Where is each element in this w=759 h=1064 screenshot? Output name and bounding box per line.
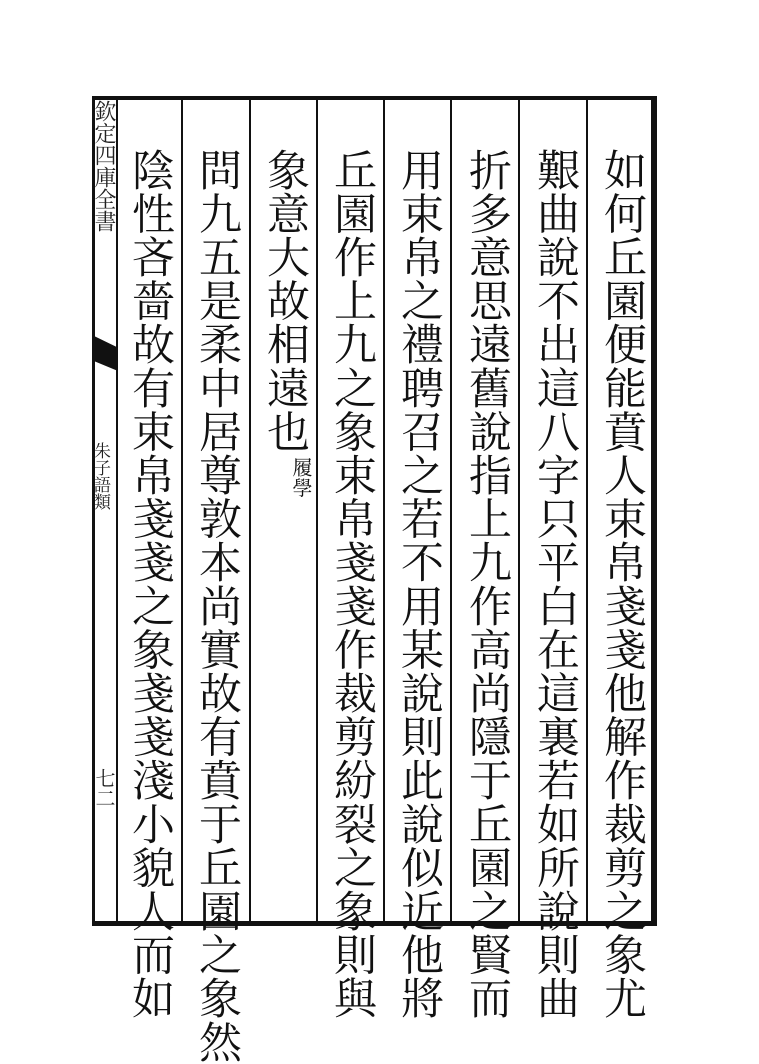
text-column-8: 陰性吝嗇故有束帛戔戔之象戔戔淺小貌人而如 [125, 148, 175, 1020]
page-number: 七二 [92, 768, 116, 808]
book-title: 朱子語類 [90, 442, 110, 510]
text-column-7: 問九五是柔中居尊敦本尚實故有賁于丘園之象然 [192, 148, 242, 1064]
column-rule [383, 100, 385, 922]
column-rule [518, 100, 520, 922]
attribution-note: 履學 [289, 457, 313, 499]
text-column-6-main: 象意大故相遠也 [260, 148, 310, 454]
text-column-6 [257, 148, 313, 498]
margin-header: 欽定四庫全書 [91, 100, 116, 232]
text-column-4: 用束帛之禮聘召之若不用某說則此說似近他將 [394, 148, 444, 1020]
text-column-2: 艱曲說不出這八字只平白在這裏若如所說則曲 [530, 148, 580, 1020]
text-column-5: 丘園作上九之象束帛戔戔作裁剪紛裂之象則與 [327, 148, 377, 1020]
column-rule [181, 100, 183, 922]
column-rule [249, 100, 251, 922]
text-column-1: 如何丘園便能賁人束帛戔戔他解作裁剪之象尤 [597, 148, 647, 1020]
text-column-3: 折多意思遠舊說指上九作高尚隱于丘園之賢而 [462, 148, 512, 1020]
column-rule [316, 100, 318, 922]
column-rule [450, 100, 452, 922]
column-rule [586, 100, 588, 922]
